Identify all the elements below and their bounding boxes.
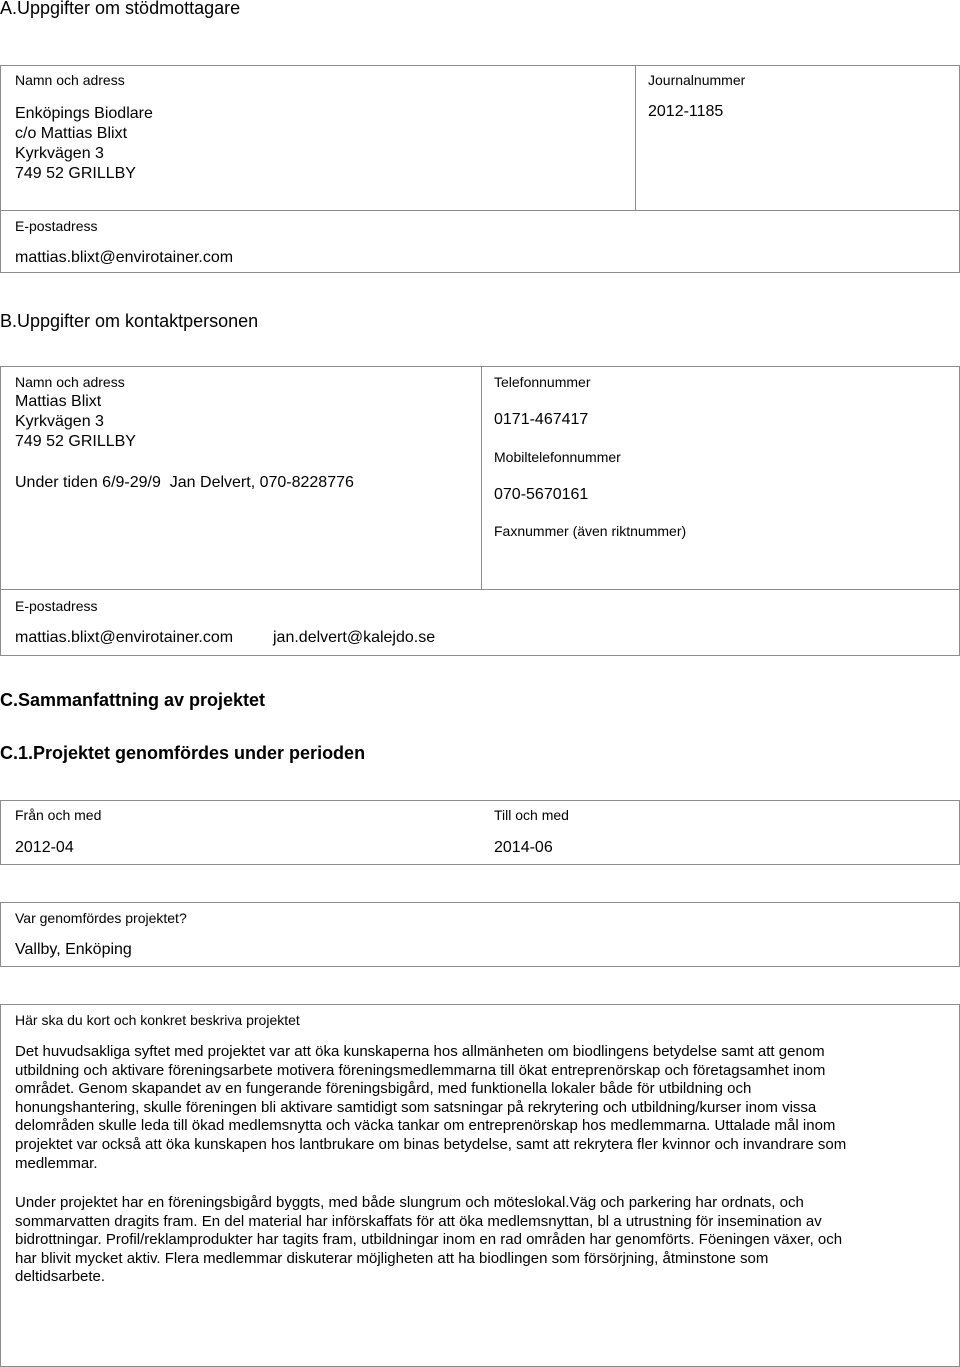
recipient-address-line: 749 52 GRILLBY <box>15 165 136 182</box>
contact-box <box>0 366 960 656</box>
section-c1-heading: C.1.Projektet genomfördes under perioden <box>0 743 366 763</box>
phone-value: 0171-467417 <box>494 411 589 428</box>
fax-label: Faxnummer (även riktnummer) <box>494 523 687 539</box>
from-label: Från och med <box>15 807 102 823</box>
phone-label: Telefonnummer <box>494 374 591 390</box>
section-b-heading: B.Uppgifter om kontaktpersonen <box>0 311 259 331</box>
recipient-address <box>15 104 153 184</box>
to-label: Till och med <box>494 807 569 823</box>
journal-number-value: 2012-1185 <box>648 103 724 120</box>
location-value: Vallby, Enköping <box>15 941 132 958</box>
mobile-label: Mobiltelefonnummer <box>494 449 621 465</box>
recipient-address-line: Kyrkvägen 3 <box>15 145 104 162</box>
recipient-email-value: mattias.blixt@envirotainer.com <box>15 249 234 266</box>
description-paragraph-2 <box>15 1194 945 1287</box>
description-line: Under projektet har en föreningsbigård byggts, med både slungrum och möteslokal.Väg och parkering har ordnats, och <box>15 1194 804 1211</box>
location-label: Var genomfördes projektet? <box>15 910 187 926</box>
recipient-name-label: Namn och adress <box>15 72 125 88</box>
description-label: Här ska du kort och konkret beskriva projektet <box>15 1012 300 1028</box>
contact-address-line: Kyrkvägen 3 <box>15 413 104 430</box>
contact-email-value-2: jan.delvert@kalejdo.se <box>273 629 436 646</box>
contact-address-line: 749 52 GRILLBY <box>15 433 136 450</box>
recipient-divider-h <box>0 210 960 211</box>
contact-email-value-1: mattias.blixt@envirotainer.com <box>15 629 234 646</box>
period-box <box>0 800 960 865</box>
description-paragraph-1 <box>15 1043 945 1173</box>
description-line: medlemmar. <box>15 1154 98 1172</box>
description-line: sommarvatten dragits fram. En del material har införskaffats för att öka medlemsnyttan, bl a utrustning för insemination av <box>15 1212 822 1230</box>
section-a-heading: A.Uppgifter om stödmottagare <box>0 0 241 18</box>
contact-name-label: Namn och adress <box>15 374 125 390</box>
description-line: deltidsarbete. <box>15 1268 106 1286</box>
recipient-divider <box>635 65 636 211</box>
mobile-value: 070-5670161 <box>494 486 589 503</box>
contact-address-line: Mattias Blixt <box>15 393 102 410</box>
contact-divider-h <box>0 589 960 590</box>
contact-divider <box>481 366 482 590</box>
to-value: 2014-06 <box>494 839 553 856</box>
description-line: har blivit mycket aktiv. Flera medlemmar diskuterar möjligheten att ha biodlingen som försörjning, åtminstone som <box>15 1249 769 1267</box>
recipient-address-line: c/o Mattias Blixt <box>15 125 128 142</box>
description-line: bidrottningar. Profil/reklamprodukter har tagits fram, utbildningar inom en rad områden har genomförts. Föeningen växer, och <box>15 1231 843 1249</box>
description-line: delområden skulle leda till ökad medlemsnytta och väcka tankar om entreprenörskap hos medlemmarna. Uttalade mål inom <box>15 1117 836 1135</box>
contact-email-label: E-postadress <box>15 598 98 614</box>
description-line: honungshantering, skulle föreningen bli aktivare samtidigt som satsningar på rekrytering och utbildning/kurser inom vissa <box>15 1098 817 1116</box>
description-line: Det huvudsakliga syftet med projektet var att öka kunskaperna hos allmänheten om biodlingens betydelse samt att genom <box>15 1043 825 1060</box>
description-line: utbildning och aktivare föreningsarbete motivera föreningsmedlemmarna till ökat entreprenörskap och företagsamhet inom <box>15 1061 826 1079</box>
description-line: området. Genom skapandet av en fungerande föreningsbigård, med funktionella lokaler både för utbildning och <box>15 1080 752 1098</box>
journal-number-label: Journalnummer <box>648 72 746 88</box>
recipient-address-line: Enköpings Biodlare <box>15 105 153 122</box>
from-value: 2012-04 <box>15 839 74 856</box>
description-line: projektet var också att öka kunskapen hos lantbrukare om binas betydelse, samt att rekrytera fler kvinnor och invandrare som <box>15 1135 847 1153</box>
contact-note: Under tiden 6/9-29/9 Jan Delvert, 070-8228776 <box>15 474 354 491</box>
recipient-email-label: E-postadress <box>15 218 98 234</box>
contact-address <box>15 392 136 452</box>
section-c-heading: C.Sammanfattning av projektet <box>0 690 266 710</box>
